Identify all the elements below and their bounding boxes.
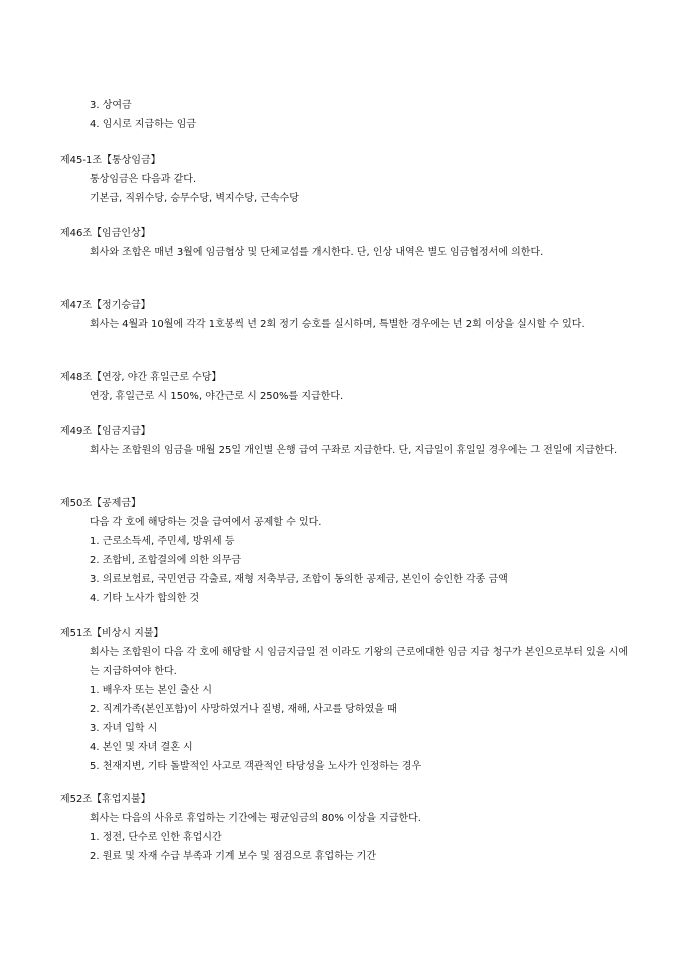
article-52 — [60, 790, 628, 866]
list-item: 3. 의료보험료, 국민연금 각출료, 재형 저축부금, 조합이 동의한 공제금, 본인이 승인한 각종 금액 — [90, 574, 508, 585]
list-item: 2. 직계가족(본인포함)이 사망하였거나 질병, 재해, 사고를 당하였을 때 — [90, 704, 397, 715]
list-item: 4. 기타 노사가 합의한 것 — [90, 593, 200, 604]
article-48 — [60, 368, 628, 406]
article-51 — [60, 624, 628, 776]
list-item: 1. 배우자 또는 본인 출산 시 — [90, 685, 213, 696]
article-paragraph: 회사는 조합원의 임금을 매월 25일 개인별 은행 급여 구좌로 지급한다. 단, 지급일이 휴일일 경우에는 그 전일에 지급한다. — [90, 445, 618, 456]
list-item: 4. 본인 및 자녀 결혼 시 — [90, 742, 193, 753]
article-paragraph: 연장, 휴일근로 시 150%, 야간근로 시 250%를 지급한다. — [90, 391, 344, 402]
article-paragraph: 회사는 조합원이 다음 각 호에 해당할 시 임금지급일 전 이라도 기왕의 근로에대한 임금 지급 청구가 본인으로부터 있을 시에는 지급하여야 한다. — [90, 647, 628, 677]
list-item: 기본급, 직위수당, 승무수당, 벽지수당, 근속수당 — [90, 193, 299, 204]
article-heading: 제47조【정기승급】 — [60, 300, 151, 311]
list-item: 4. 임시로 지급하는 임금 — [90, 119, 197, 130]
article-heading: 제46조【임금인상】 — [60, 228, 151, 239]
intro-list — [90, 96, 196, 134]
article-heading: 제51조【비상시 지불】 — [60, 628, 164, 639]
article-paragraph: 회사와 조합은 매년 3월에 임금협상 및 단체교섭를 개시한다. 단, 인상 내역은 별도 임금협정서에 의한다. — [90, 247, 544, 258]
list-item: 1. 근로소득세, 주민세, 방위세 등 — [90, 536, 235, 547]
list-item: 1. 정전, 단수로 인한 휴업시간 — [90, 832, 222, 843]
article-45-1 — [60, 151, 628, 208]
article-46 — [60, 224, 628, 262]
article-paragraph: 통상임금은 다음과 같다. — [90, 174, 197, 185]
article-heading: 제50조【공제금】 — [60, 498, 142, 509]
article-paragraph: 다음 각 호에 해당하는 것을 급여에서 공제할 수 있다. — [90, 517, 322, 528]
article-heading: 제45-1조【통상임금】 — [60, 155, 161, 166]
list-item: 3. 상여금 — [90, 100, 132, 111]
article-heading: 제48조【연장, 야간 휴일근로 수당】 — [60, 372, 222, 383]
article-paragraph: 회사는 4월과 10월에 각각 1호봉씩 년 2회 정기 승호를 실시하며, 특별한 경우에는 년 2회 이상을 실시할 수 있다. — [90, 319, 585, 330]
list-item: 3. 자녀 입학 시 — [90, 723, 158, 734]
article-heading: 제49조【임금지급】 — [60, 426, 151, 437]
list-item: 2. 원료 및 자재 수급 부족과 기계 보수 및 점검으로 휴업하는 기간 — [90, 851, 377, 862]
list-item: 5. 천재지변, 기타 돌발적인 사고로 객관적인 타당성을 노사가 인정하는 경우 — [90, 761, 422, 772]
article-47 — [60, 296, 628, 334]
list-item: 2. 조합비, 조합결의에 의한 의무금 — [90, 555, 242, 566]
article-50 — [60, 494, 628, 608]
article-heading: 제52조【휴업지불】 — [60, 794, 151, 805]
article-paragraph: 회사는 다음의 사유로 휴업하는 기간에는 평균임금의 80% 이상을 지급한다. — [90, 813, 421, 824]
article-49 — [60, 422, 628, 460]
